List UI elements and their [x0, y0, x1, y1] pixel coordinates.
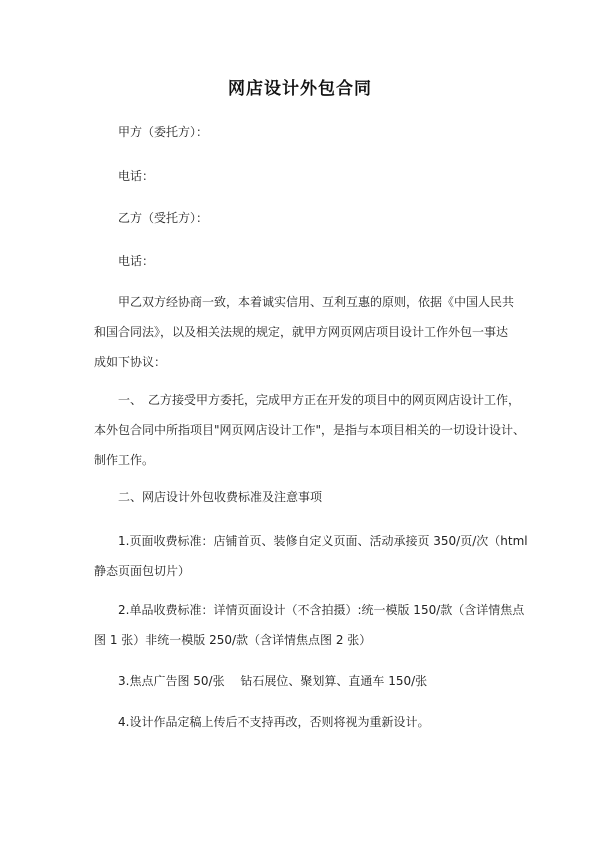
- party-a-label: 甲方（委托方）：: [118, 125, 209, 139]
- intro-line: 成如下协议：: [94, 355, 167, 369]
- party-b-label: 乙方（受托方）：: [118, 211, 209, 225]
- document-title: 网店设计外包合同: [228, 79, 372, 99]
- clause-1-paragraph: [94, 392, 526, 482]
- fee-item-3: 3.焦点广告图 50/张 钻石展位、聚划算、直通车 150/张: [118, 674, 428, 688]
- fee-item-2-line: 2.单品收费标准：详情页面设计（不含拍摄）:统一模版 150/款（含详情焦点: [118, 603, 525, 617]
- party-b-phone-label: 电话：: [118, 254, 155, 268]
- fee-item-1: [94, 533, 528, 593]
- clause-1-line: 本外包合同中所指项目"网页网店设计工作"，是指与本项目相关的一切设计设计、: [94, 423, 526, 437]
- party-a-phone-label: 电话：: [118, 169, 155, 183]
- fee-item-2: [94, 602, 525, 662]
- clause-2-heading: 二、网店设计外包收费标准及注意事项: [118, 490, 323, 504]
- fee-item-2-line: 图 1 张）非统一模版 250/款（含详情焦点图 2 张）: [94, 633, 372, 647]
- fee-item-1-line: 静态页面包切片）: [94, 564, 191, 578]
- intro-paragraph: [94, 294, 514, 384]
- fee-item-1-line: 1.页面收费标准：店铺首页、装修自定义页面、活动承接页 350/页/次（html: [118, 534, 528, 548]
- clause-1-line: 制作工作。: [94, 453, 155, 467]
- intro-line: 甲乙双方经协商一致，本着诚实信用、互利互惠的原则，依据《中国人民共: [118, 295, 515, 309]
- clause-1-line: 一、 乙方接受甲方委托，完成甲方正在开发的项目中的网页网店设计工作，: [118, 393, 521, 407]
- intro-line: 和国合同法》，以及相关法规的规定，就甲方网页网店项目设计工作外包一事达: [94, 325, 509, 339]
- fee-item-4: 4.设计作品定稿上传后不支持再改，否则将视为重新设计。: [118, 715, 430, 729]
